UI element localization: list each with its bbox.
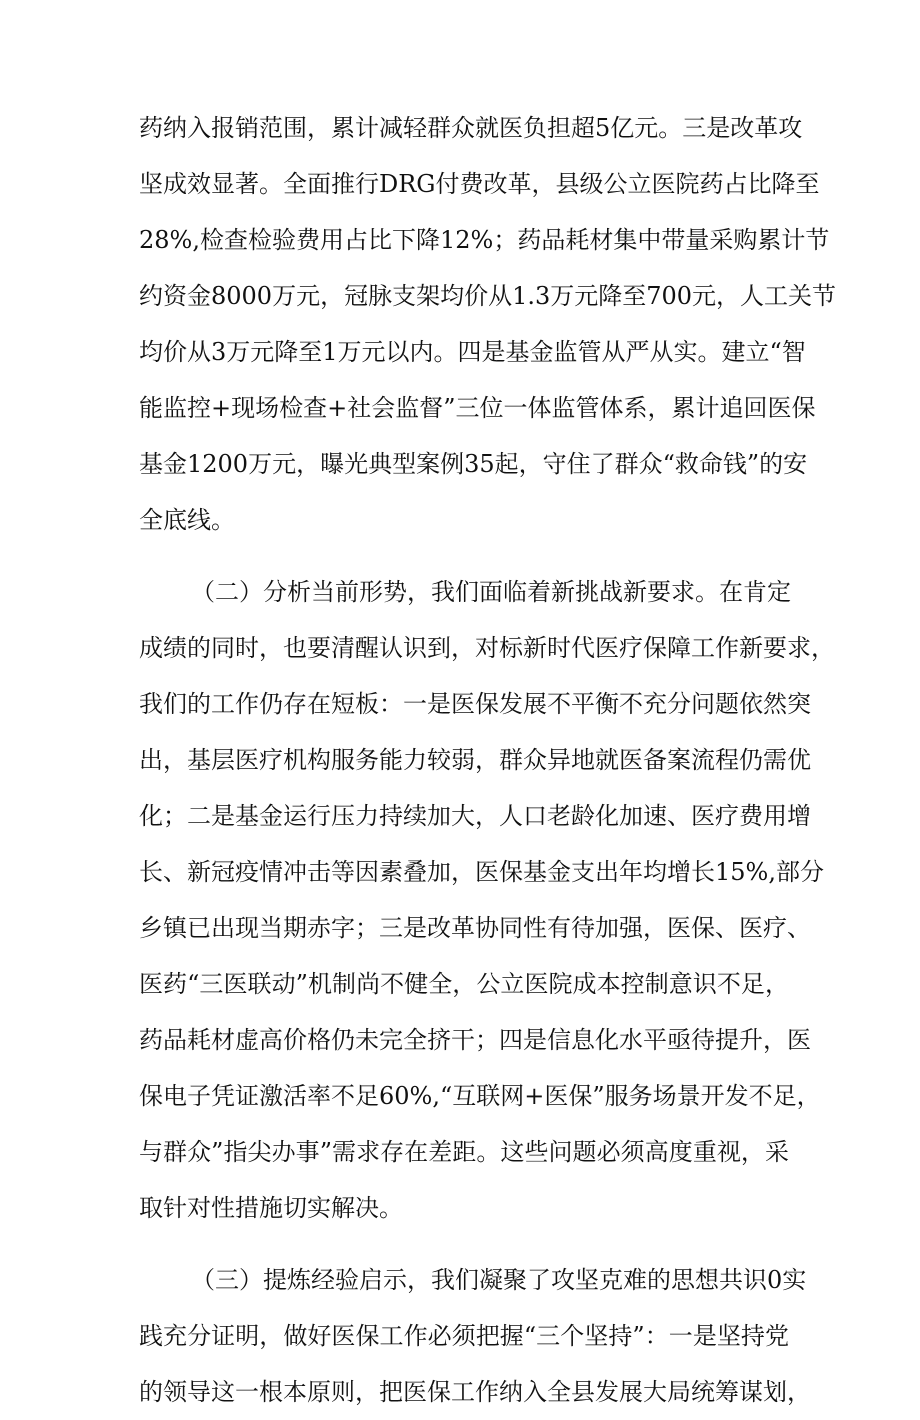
text-line: 取针对性措施切实解决。 [139, 1194, 403, 1222]
text-line: 践充分证明，做好医保工作必须把握“三个坚持”：一是坚持党 [139, 1322, 789, 1350]
text-line: 我们的工作仍存在短板：一是医保发展不平衡不充分问题依然突 [139, 690, 811, 718]
text-line: 全底线。 [139, 506, 235, 534]
paragraph-spacer [139, 548, 789, 564]
paragraph-2 [139, 564, 835, 1236]
text-line: 药品耗材虚高价格仍未完全挤干；四是信息化水平亟待提升，医 [139, 1026, 811, 1054]
text-line: （二）分析当前形势，我们面临着新挑战新要求。在肯定 [191, 578, 791, 606]
text-line: 的领导这一根本原则，把医保工作纳入全县发展大局统筹谋划， [139, 1378, 811, 1406]
text-line: 28%,检查检验费用占比下降12%；药品耗材集中带量采购累计节 [139, 226, 830, 254]
text-line: 长、新冠疫情冲击等因素叠加，医保基金支出年均增长15%,部分 [139, 858, 824, 886]
text-line: 成绩的同时，也要清醒认识到，对标新时代医疗保障工作新要求， [139, 634, 835, 662]
text-line: （三）提炼经验启示，我们凝聚了攻坚克难的思想共识0实 [191, 1266, 807, 1294]
text-line: 约资金8000万元，冠脉支架均价从1.3万元降至700元，人工关节 [139, 282, 837, 310]
paragraph-3 [139, 1252, 811, 1420]
paragraph-1 [139, 100, 837, 548]
text-line: 能监控+现场检查+社会监督”三位一体监管体系，累计追回医保 [139, 394, 816, 422]
text-line: 出，基层医疗机构服务能力较弱，群众异地就医备案流程仍需优 [139, 746, 811, 774]
text-line: 坚成效显著。全面推行DRG付费改革，县级公立医院药占比降至 [139, 170, 820, 198]
text-line: 基金1200万元，曝光典型案例35起，守住了群众“救命钱”的安 [139, 450, 808, 478]
text-line: 药纳入报销范围，累计减轻群众就医负担超5亿元。三是改革攻 [139, 114, 803, 142]
text-line: 乡镇已出现当期赤字；三是改革协同性有待加强，医保、医疗、 [139, 914, 811, 942]
text-line: 均价从3万元降至1万元以内。四是基金监管从严从实。建立“智 [139, 338, 806, 366]
text-line: 化；二是基金运行压力持续加大，人口老龄化加速、医疗费用增 [139, 802, 811, 830]
text-line: 保电子凭证激活率不足60%,“互联网+医保”服务场景开发不足， [139, 1082, 821, 1110]
text-line: 医药“三医联动”机制尚不健全，公立医院成本控制意识不足， [139, 970, 789, 998]
paragraph-spacer [139, 1236, 789, 1252]
text-line: 与群众”指尖办事”需求存在差距。这些问题必须高度重视，采 [139, 1138, 789, 1166]
document-body [139, 100, 837, 1420]
